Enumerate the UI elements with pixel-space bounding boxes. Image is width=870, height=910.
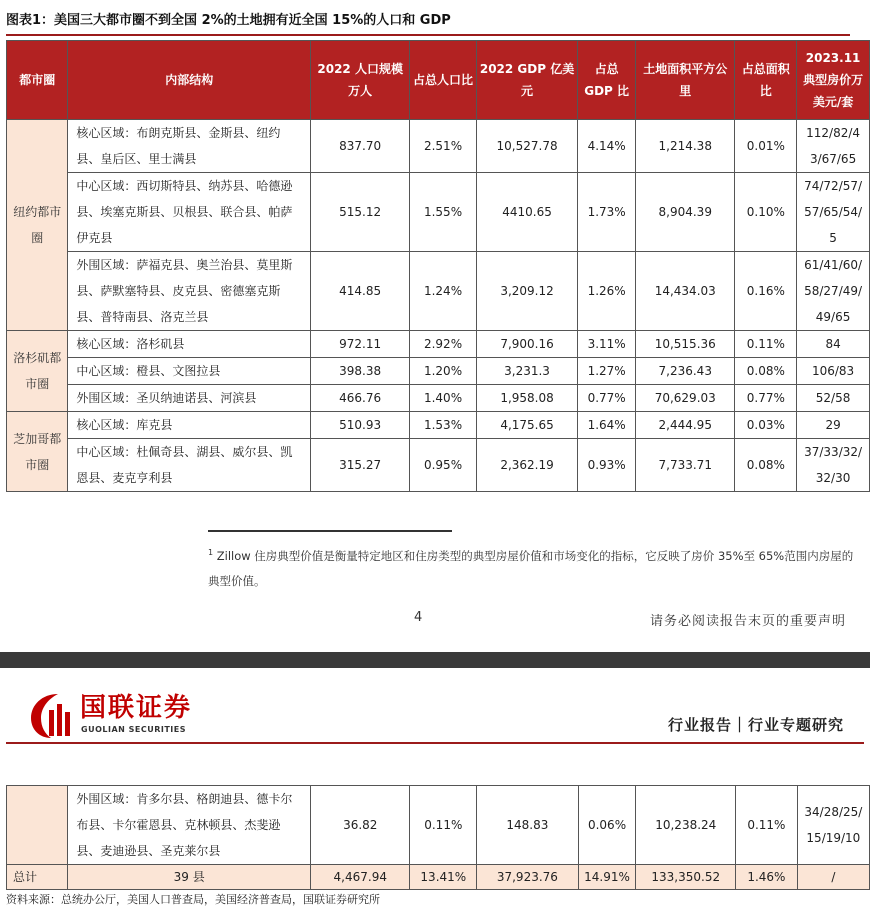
price-cell: 52/58	[797, 385, 870, 412]
gdp-pct-cell: 0.77%	[578, 385, 636, 412]
internal-cell: 中心区域：橙县、文图拉县	[68, 358, 311, 385]
total-pop-pct: 13.41%	[410, 865, 477, 890]
gdp-cell: 7,900.16	[476, 331, 577, 358]
price-cell: 84	[797, 331, 870, 358]
area-pct-cell: 0.11%	[736, 786, 798, 865]
price-cell: 74/72/57/57/65/54/5	[797, 173, 870, 252]
gdp-cell: 2,362.19	[476, 439, 577, 492]
source-note: 资料来源：总统办公厅，美国人口普查局，美国经济普查局，国联证券研究所	[6, 889, 856, 909]
pop-cell: 972.11	[311, 331, 410, 358]
price-cell: 106/83	[797, 358, 870, 385]
table-row	[7, 331, 870, 358]
table-row	[7, 120, 870, 173]
total-gdp: 37,923.76	[477, 865, 578, 890]
gdp-cell: 4410.65	[476, 173, 577, 252]
gdp-pct-cell: 1.27%	[578, 358, 636, 385]
pop-cell: 466.76	[311, 385, 410, 412]
area-pct-cell: 0.10%	[735, 173, 797, 252]
total-pop: 4,467.94	[311, 865, 410, 890]
footnote-divider	[208, 530, 452, 532]
area-cell: 7,733.71	[636, 439, 735, 492]
table-row	[7, 358, 870, 385]
price-cell: 112/82/43/67/65	[797, 120, 870, 173]
area-cell: 1,214.38	[636, 120, 735, 173]
table-row	[7, 412, 870, 439]
area-pct-cell: 0.08%	[735, 358, 797, 385]
area-pct-cell: 0.01%	[735, 120, 797, 173]
pop-cell: 515.12	[311, 173, 410, 252]
area-pct-cell: 0.77%	[735, 385, 797, 412]
pop-cell: 315.27	[311, 439, 410, 492]
table-row	[7, 252, 870, 331]
pop-pct-cell: 1.53%	[410, 412, 477, 439]
region-cell: 芝加哥都市圈	[7, 412, 68, 492]
report-type: 行业报告｜行业专题研究	[667, 716, 844, 734]
total-internal: 39 县	[68, 865, 311, 890]
price-cell: 34/28/25/15/19/10	[797, 786, 869, 865]
header-area: 土地面积平方公里	[636, 41, 735, 120]
header-gdp: 2022 GDP 亿美元	[476, 41, 577, 120]
pop-pct-cell: 1.40%	[410, 385, 477, 412]
internal-cell: 中心区域：西切斯特县、纳苏县、哈德逊县、埃塞克斯县、贝根县、联合县、帕萨伊克县	[68, 173, 311, 252]
metro-table-continued	[6, 785, 870, 890]
internal-cell: 中心区域：杜佩奇县、湖县、威尔县、凯恩县、麦克亨利县	[68, 439, 311, 492]
guolian-logo-icon	[28, 690, 74, 740]
logo-text-en: GUOLIAN SECURITIES	[81, 725, 186, 734]
disclaimer: 请务必阅读报告末页的重要声明	[649, 614, 846, 629]
pop-cell: 837.70	[311, 120, 410, 173]
price-cell: 61/41/60/58/27/49/49/65	[797, 252, 870, 331]
region-cell: 纽约都市圈	[7, 120, 68, 331]
gdp-pct-cell: 3.11%	[578, 331, 636, 358]
gdp-pct-cell: 4.14%	[578, 120, 636, 173]
area-cell: 8,904.39	[636, 173, 735, 252]
table-row	[7, 786, 870, 865]
area-pct-cell: 0.03%	[735, 412, 797, 439]
logo-text-cn: 国联证券	[80, 693, 193, 723]
total-row	[7, 865, 870, 890]
header-gdp-pct: 占总 GDP 比	[578, 41, 636, 120]
area-cell: 10,238.24	[636, 786, 736, 865]
pop-pct-cell: 0.95%	[410, 439, 477, 492]
area-cell: 70,629.03	[636, 385, 735, 412]
internal-cell: 核心区域：库克县	[68, 412, 311, 439]
header-internal: 内部结构	[68, 41, 311, 120]
gdp-pct-cell: 1.73%	[578, 173, 636, 252]
table-row	[7, 439, 870, 492]
gdp-pct-cell: 0.93%	[578, 439, 636, 492]
internal-cell: 外围区域：肯多尔县、格朗迪县、德卡尔布县、卡尔霍恩县、克林顿县、杰斐逊县、麦迪逊县、圣克莱尔县	[68, 786, 311, 865]
pop-pct-cell: 2.51%	[410, 120, 477, 173]
region-cell: 洛杉矶都市圈	[7, 331, 68, 412]
page-number: 4	[414, 610, 423, 625]
pop-pct-cell: 1.24%	[410, 252, 477, 331]
chart-title: 图表1：美国三大都市圈不到全国 2%的土地拥有近全国 15%的人口和 GDP	[6, 6, 850, 36]
page-break-band	[0, 652, 870, 668]
internal-cell: 核心区域：洛杉矶县	[68, 331, 311, 358]
gdp-cell: 3,209.12	[476, 252, 577, 331]
gdp-cell: 4,175.65	[476, 412, 577, 439]
footnote	[208, 540, 854, 594]
pop-pct-cell: 1.20%	[410, 358, 477, 385]
area-cell: 10,515.36	[636, 331, 735, 358]
header-pop: 2022 人口规模万人	[311, 41, 410, 120]
header-area-pct: 占总面积比	[735, 41, 797, 120]
gdp-pct-cell: 1.26%	[578, 252, 636, 331]
area-cell: 7,236.43	[636, 358, 735, 385]
table-row	[7, 385, 870, 412]
footnote-text: Zillow 住房典型价值是衡量特定地区和住房类型的典型房屋价值和市场变化的指标，它反映了房价 35%至 65%范围内房屋的典型价值。	[208, 548, 854, 588]
internal-cell: 核心区域：布朗克斯县、金斯县、纽约县、皇后区、里士满县	[68, 120, 311, 173]
total-price: /	[797, 865, 869, 890]
region-cell-continued	[7, 786, 68, 865]
gdp-cell: 10,527.78	[476, 120, 577, 173]
total-area: 133,350.52	[636, 865, 736, 890]
logo	[28, 690, 218, 740]
pop-pct-cell: 1.55%	[410, 173, 477, 252]
gdp-pct-cell: 1.64%	[578, 412, 636, 439]
area-pct-cell: 0.08%	[735, 439, 797, 492]
price-cell: 37/33/32/32/30	[797, 439, 870, 492]
price-cell: 29	[797, 412, 870, 439]
internal-cell: 外围区域：圣贝纳迪诺县、河滨县	[68, 385, 311, 412]
footnote-marker: 1	[208, 548, 214, 557]
pop-cell: 398.38	[311, 358, 410, 385]
gdp-cell: 148.83	[477, 786, 578, 865]
pop-cell: 414.85	[311, 252, 410, 331]
gdp-cell: 1,958.08	[476, 385, 577, 412]
area-pct-cell: 0.16%	[735, 252, 797, 331]
gdp-pct-cell: 0.06%	[578, 786, 636, 865]
pop-cell: 36.82	[311, 786, 410, 865]
area-pct-cell: 0.11%	[735, 331, 797, 358]
pop-cell: 510.93	[311, 412, 410, 439]
total-gdp-pct: 14.91%	[578, 865, 636, 890]
area-cell: 14,434.03	[636, 252, 735, 331]
pop-pct-cell: 0.11%	[410, 786, 477, 865]
metro-table	[6, 40, 870, 492]
header-rule	[6, 742, 864, 744]
area-cell: 2,444.95	[636, 412, 735, 439]
table-header-row	[7, 41, 870, 120]
total-area-pct: 1.46%	[736, 865, 798, 890]
table-row	[7, 173, 870, 252]
header-price: 2023.11 典型房价万美元/套	[797, 41, 870, 120]
internal-cell: 外围区域：萨福克县、奥兰治县、莫里斯县、萨默塞特县、皮克县、密德塞克斯县、普特南县、洛克兰县	[68, 252, 311, 331]
gdp-cell: 3,231.3	[476, 358, 577, 385]
header-pop-pct: 占总人口比	[410, 41, 477, 120]
header-metro: 都市圈	[7, 41, 68, 120]
total-label: 总计	[7, 865, 68, 890]
pop-pct-cell: 2.92%	[410, 331, 477, 358]
